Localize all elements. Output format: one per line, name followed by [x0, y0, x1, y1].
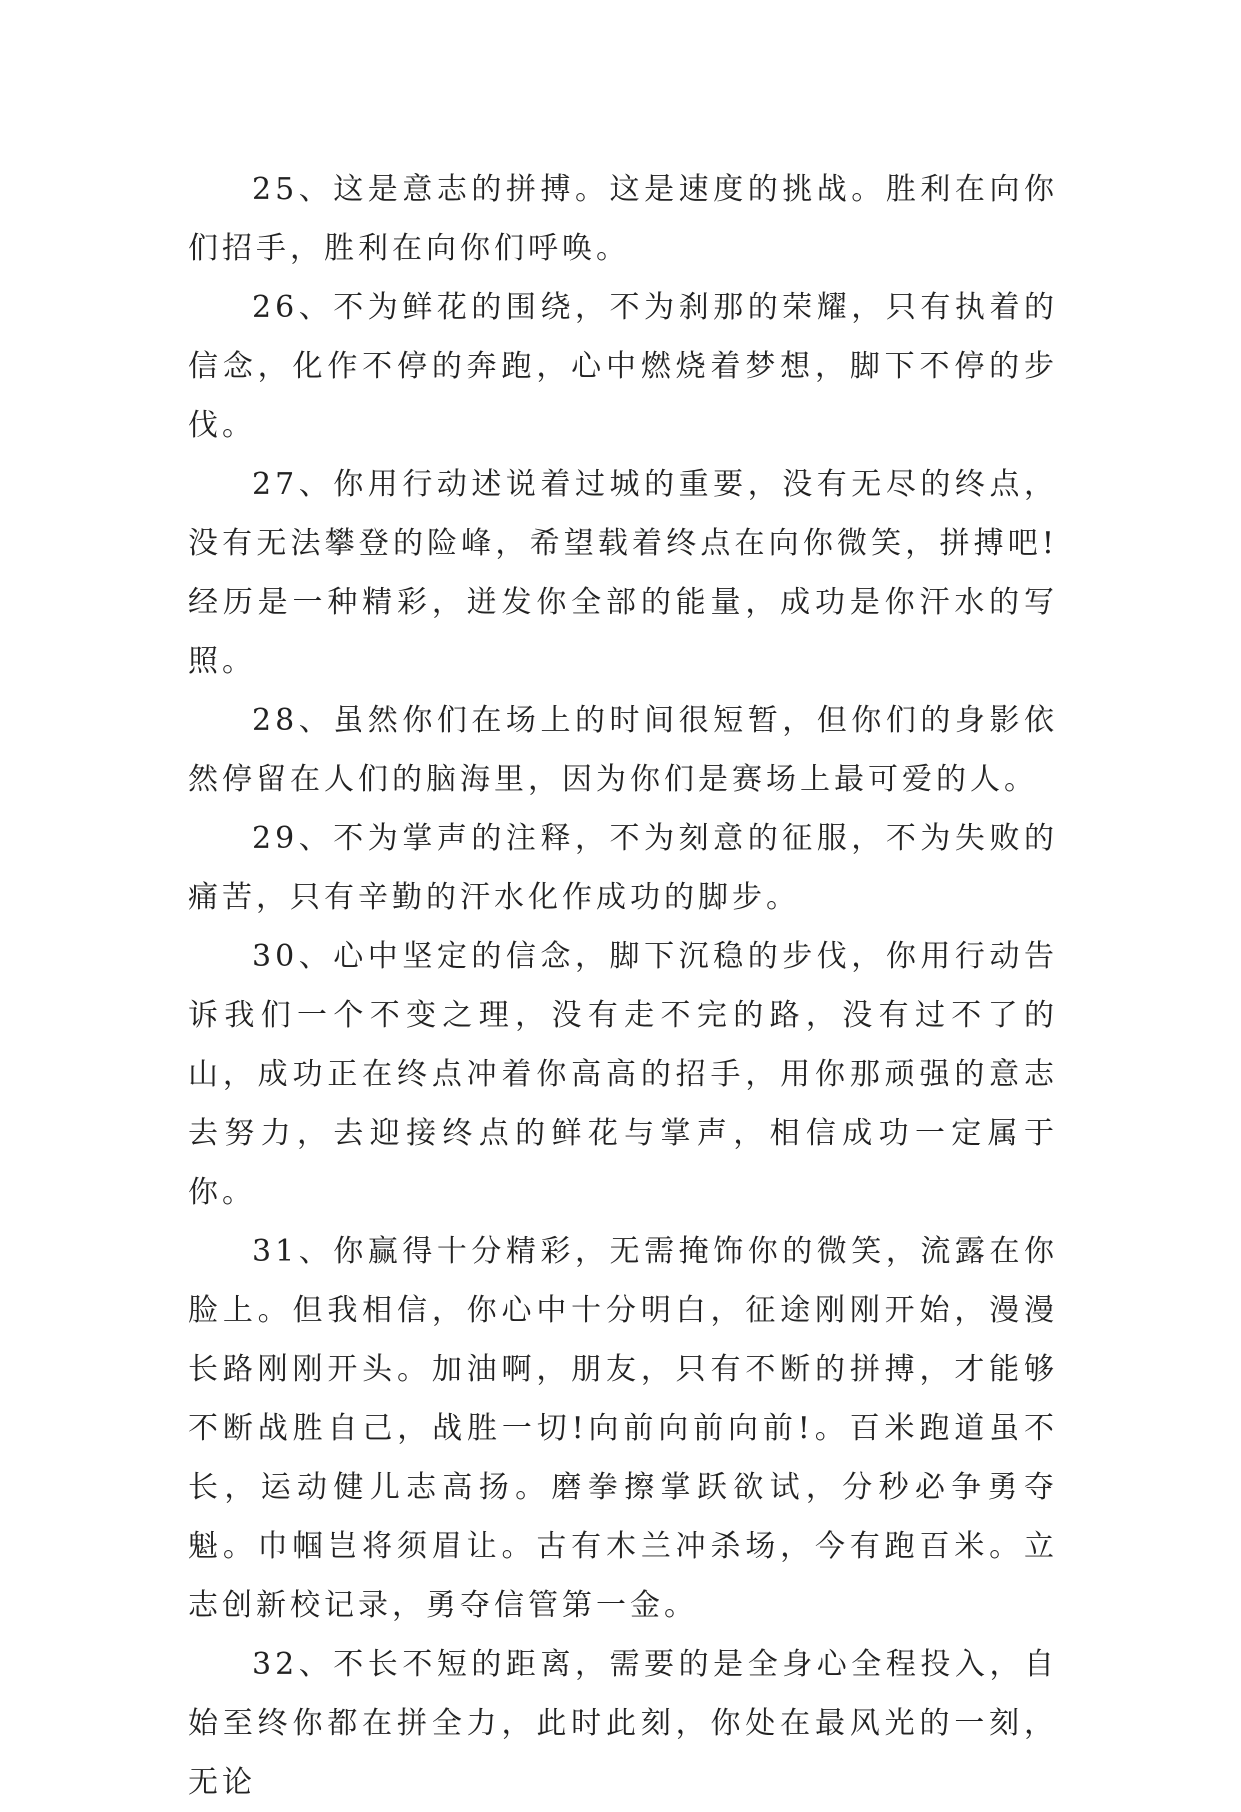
paragraph-28: 28、虽然你们在场上的时间很短暂，但你们的身影依然停留在人们的脑海里，因为你们是赛场上最可爱的人。 [188, 703, 1058, 797]
paragraph-25: 25、这是意志的拼搏。这是速度的挑战。胜利在向你们招手，胜利在向你们呼唤。 [188, 172, 1058, 266]
paragraph-27: 27、你用行动述说着过城的重要，没有无尽的终点，没有无法攀登的险峰，希望载着终点在向你微笑，拼搏吧!经历是一种精彩，迸发你全部的能量，成功是你汗水的写照。 [188, 467, 1058, 679]
paragraph-30: 30、心中坚定的信念，脚下沉稳的步伐，你用行动告诉我们一个不变之理，没有走不完的路，没有过不了的山，成功正在终点冲着你高高的招手，用你那顽强的意志去努力，去迎接终点的鲜花与掌声，相信成功一定属于你。 [188, 939, 1058, 1210]
paragraph-31: 31、你赢得十分精彩，无需掩饰你的微笑，流露在你脸上。但我相信，你心中十分明白，征途刚刚开始，漫漫长路刚刚开头。加油啊，朋友，只有不断的拼搏，才能够不断战胜自己，战胜一切!向前向前向前!。百米跑道虽不长，运动健儿志高扬。磨拳擦掌跃欲试，分秒必争勇夺魁。巾帼岂将须眉让。古有木兰冲杀场，今有跑百米。立志创新校记录，勇夺信管第一金。 [188, 1234, 1058, 1623]
paragraph-32: 32、不长不短的距离，需要的是全身心全程投入，自始至终你都在拼全力，此时此刻，你处在最风光的一刻，无论 [188, 1647, 1058, 1800]
paragraph-26: 26、不为鲜花的围绕，不为刹那的荣耀，只有执着的信念，化作不停的奔跑，心中燃烧着梦想，脚下不停的步伐。 [188, 290, 1058, 443]
document-body [188, 160, 1058, 1812]
paragraph-29: 29、不为掌声的注释，不为刻意的征服，不为失败的痛苦，只有辛勤的汗水化作成功的脚步。 [188, 821, 1058, 915]
